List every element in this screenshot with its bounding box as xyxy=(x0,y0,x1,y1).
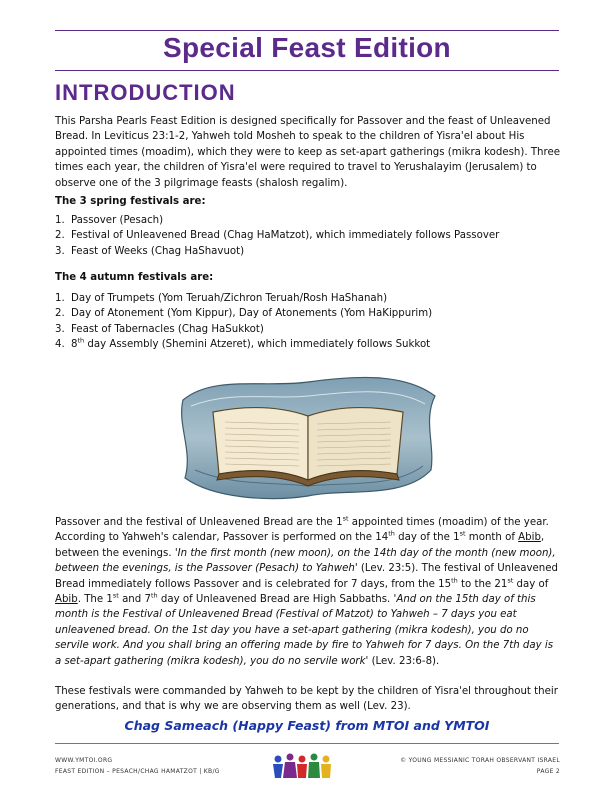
header-rule-top xyxy=(55,30,559,31)
passover-paragraph: Passover and the festival of Unleavened Bread are the 1st appointed times (moadim) of the year. According to Yahweh's calendar, Passover is performed on the 14th day of the 1st month of Abib, between the evenings. 'In the first month (new moon), on the 14th day of the month (new moon), between the evenings, is the Passover (Pesach) to Yahweh' (Lev. 23:5). The festival of Unleavened Bread immediately follows Passover and is celebrated for 7 days, from the 15th to the 21st day of Abib. The 1st and 7th day of Unleavened Bread are High Sabbaths. 'And on the 15th day of this month is the Festival of Unleavened Bread (Festival of Matzot) to Yahweh – 7 days you eat unleavened bread. On the 1st day you have a set-apart gathering (mikra kodesh), you do no servile work. And you shall bring an offering made by fire to Yahweh for 7 days. On the 7th day is a set-apart gathering (mikra kodesh), you do no servile work' (Lev. 23:6-8). xyxy=(55,514,558,667)
list-item: 1. Day of Trumpets (Yom Teruah/Zichron Teruah/Rosh HaShanah) xyxy=(55,293,388,304)
blessing-banner: Chag Sameach (Happy Feast) from MTOI and YMTOI xyxy=(124,718,490,733)
closing-paragraph: These festivals were commanded by Yahweh to be kept by the children of Yisra'el throughout their generations, and that is why we are observing them as well (Lev. 23). xyxy=(55,686,558,713)
footer-rule xyxy=(55,743,559,744)
list-item: 2. Festival of Unleavened Bread (Chag HaMatzot), which immediately follows Passover xyxy=(55,230,500,242)
list-item: 3. Feast of Tabernacles (Chag HaSukkot) xyxy=(55,323,264,335)
list-item: 4. 8th day Assembly (Shemini Atzeret), which immediately follows Sukkot xyxy=(55,336,431,351)
footer-copyright: © YOUNG MESSIANIC TORAH OBSERVANT ISRAEL xyxy=(400,757,560,764)
list-item: 1. Passover (Pesach) xyxy=(55,215,164,226)
list-item: 3. Feast of Weeks (Chag HaShavuot) xyxy=(55,245,245,257)
list-item: 2. Day of Atonement (Yom Kippur), Day of Atonements (Yom HaKippurim) xyxy=(55,308,433,320)
spring-festivals-title: The 3 spring festivals are: xyxy=(55,196,206,207)
footer-website-link[interactable]: WWW.YMTOI.ORG xyxy=(55,757,113,764)
autumn-festivals-title: The 4 autumn festivals are: xyxy=(55,272,214,283)
spring-festivals-list xyxy=(55,213,561,259)
children-logo-icon xyxy=(270,752,334,780)
open-book-on-cloth-icon xyxy=(173,370,443,505)
autumn-festivals-list xyxy=(55,291,561,353)
footer-edition: FEAST EDITION – PESACH/CHAG HAMATZOT | KB/G xyxy=(55,768,220,775)
intro-paragraph: This Parsha Pearls Feast Edition is designed specifically for Passover and the feast of Unleavened Bread. In Leviticus 23:1-2, Yahweh told Mosheh to speak to the children of Yisra'el about His appointed times (moadim), which they were to keep as set-apart gatherings (mikra kodesh). Three times each year, the children of Yisra'el were required to travel to Yerushalayim (Jerusalem) to observe one of the 3 pilgrimage feasts (shalosh regalim). xyxy=(55,116,561,189)
page-title: Special Feast Edition xyxy=(163,32,451,63)
header-rule-bottom xyxy=(55,70,559,71)
section-heading-introduction: INTRODUCTION xyxy=(55,80,236,105)
footer-page-number: PAGE 2 xyxy=(536,768,560,775)
